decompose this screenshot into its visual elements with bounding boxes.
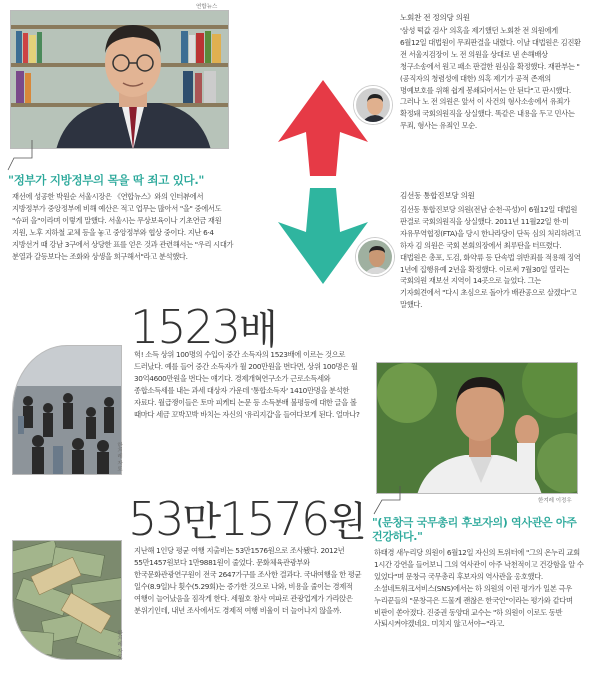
story6-photo-credit: 한겨레 이정우 xyxy=(538,498,572,504)
story5-unit1: 만 xyxy=(182,499,220,545)
story6-quote: "(문창극 국무총리 후보자의) 역사관은 아주 건강하다." xyxy=(372,516,577,543)
roh-hoechan-portrait xyxy=(354,86,392,124)
story5-photo-credit: 한겨레 자료 xyxy=(116,630,122,660)
money-photo xyxy=(12,540,122,660)
green-down-arrow-icon xyxy=(268,182,378,292)
park-wonsoon-illustration xyxy=(11,11,229,149)
story1-quote: "정부가 지방정부의 목을 딱 죄고 있다." xyxy=(8,173,205,187)
story4-number: 1523 xyxy=(130,300,240,354)
park-wonsoon-photo xyxy=(10,10,229,149)
ha-taekyung-photo xyxy=(376,362,578,494)
story3-body: 김선동 통합진보당 의원(전남 순천·곡성)이 6월12일 대법원 판결로 국회의원직을 상실했다. 2011년 11월22일 한·미 자유무역협정(FTA)을 당시 한나라당이 단독 심의 처리하려고 하자 김 의원은 국회 본회의장에서 최루탄을 터뜨렸다. 대법원은 총포, 도검, 화약류 등 단속법 위반죄를 적용해 징역 1년에 집행유예 2년을 확정했다. 이로써 7월30일 열리는 국회의원 재보선 지역이 14곳으로 늘었다. 그는 기자회견에서 "다시 초심으로 돌아가 배관공으로 살겠다"고 말했다. xyxy=(400,205,581,310)
story5-body: 지난해 1인당 평균 여행 지출비는 53만1576원으로 조사됐다. 2012년 55만1457원보다 1만9881원이 줄었다. 문화체육관광부와 한국문화관광연구원이 전국 2647가구를 조사한 결과다. 국내여행을 한 평균 일수(8.9일)나 횟수(5.29회)는 증가한 것으로 나와, 비용을 줄이는 경제적 여행이 늘어났음을 짐작게 한다. 세월호 참사 여파로 관광업계가 가라앉은 분위기인데, 내년 조사에서도 경제적 여행 비율이 더 늘어나지 않을까. xyxy=(134,546,362,615)
story2-body: '삼성 떡값 검사' 의혹을 제기했던 노회찬 전 의원에게 6월12일 대법원이 무죄판결을 내렸다. 이날 대법원은 김진환 전 서울지검장이 노 전 의원을 상대로 낸 손해배상 청구소송에서 원고 패소 판결한 원심을 확정했다. 재판부는 "(공직자의 청렴성에 대한) 의혹 제기가 공적 존재의 명예보호를 위해 쉽게 봉쇄되어서는 안 된다"고 판시했다. 그러나 노 전 의원은 앞서 이 사건의 형사소송에서 유죄가 확정돼 국회의원직을 상실했다. 똑같은 내용을 두고 민사는 무죄, 형사는 유죄인 모순. xyxy=(400,26,581,131)
story3-name: 김선동 통합진보당 의원 xyxy=(400,191,475,200)
story6-body: 하태경 새누리당 의원이 6월12일 자신의 트위터에 "그의 온누리 교회 1시간 강연을 들어보니 그의 역사관이 아주 낙천적이고 건강함을 알 수 있었다"며 문창극 국무총리 후보자의 역사관을 옹호했다. 소셜네트워크서비스(SNS)에서는 하 의원의 이런 평가가 일본 극우 누리꾼들의 "문창극은 드물게 괜찮은 한국인"이라는 평가와 같다며 비판이 쏟아졌다. 진중권 동양대 교수는 "하 의원이 이로도 동반 사퇴시켜야겠네요. 미치지 않고서야~"라고. xyxy=(374,548,584,629)
story4-figure xyxy=(130,298,276,355)
story2-name: 노회찬 전 정의당 의원 xyxy=(400,13,470,22)
kim-sundong-portrait xyxy=(356,238,394,276)
story5-num2: 1576 xyxy=(219,492,329,546)
crowd-photo xyxy=(12,345,122,475)
story1-body: 재선에 성공한 박원순 서울시장은 《연합뉴스》와의 인터뷰에서 지방정부가 중앙정부에 비해 예산은 적고 업무는 많아서 "을" 중에서도 "슈퍼 을"이라며 이렇게 말했다. 서울시는 무상보육이나 기초연금 재원 지원, 노후 지하철 교체 등을 놓고 중앙정부와 협상 중이다. 지난 6·4 지방선거 때 강남 3구에서 상당한 표를 얻은 것과 관련해서는 "우리 시대가 분열과 갈등보다는 조화와 상생을 희구해서"라고 분석했다. xyxy=(12,192,234,261)
story5-figure xyxy=(128,490,365,547)
story5-unit2: 원 xyxy=(328,499,365,545)
story5-num1: 53 xyxy=(128,492,183,546)
story4-unit: 배 xyxy=(239,307,276,353)
story4-photo-credit: 한겨레 자료 xyxy=(116,442,122,472)
photo1-credit: 연합뉴스 xyxy=(196,4,218,10)
story4-body: 헉! 소득 상위 100명의 수입이 중간 소득자의 1523배에 이르는 것으로 드러났다. 예를 들어 중간 소득자가 월 200만원을 번다면, 상위 100명은 월 30억4600만원을 번다는 얘기다. 경제개혁연구소가 근로소득세와 종합소득세를 내는 과세 대상자 가운데 '통합소득자' 1410만명을 분석한 자료다. 월급쟁이들은 토마 피케티 논문 등 소득분배 불평등에 대한 글을 볼 때마다 세금 꼬박꼬박 바치는 자신의 '유리지갑'을 들여다보게 된다. 얼마나? xyxy=(134,350,360,419)
